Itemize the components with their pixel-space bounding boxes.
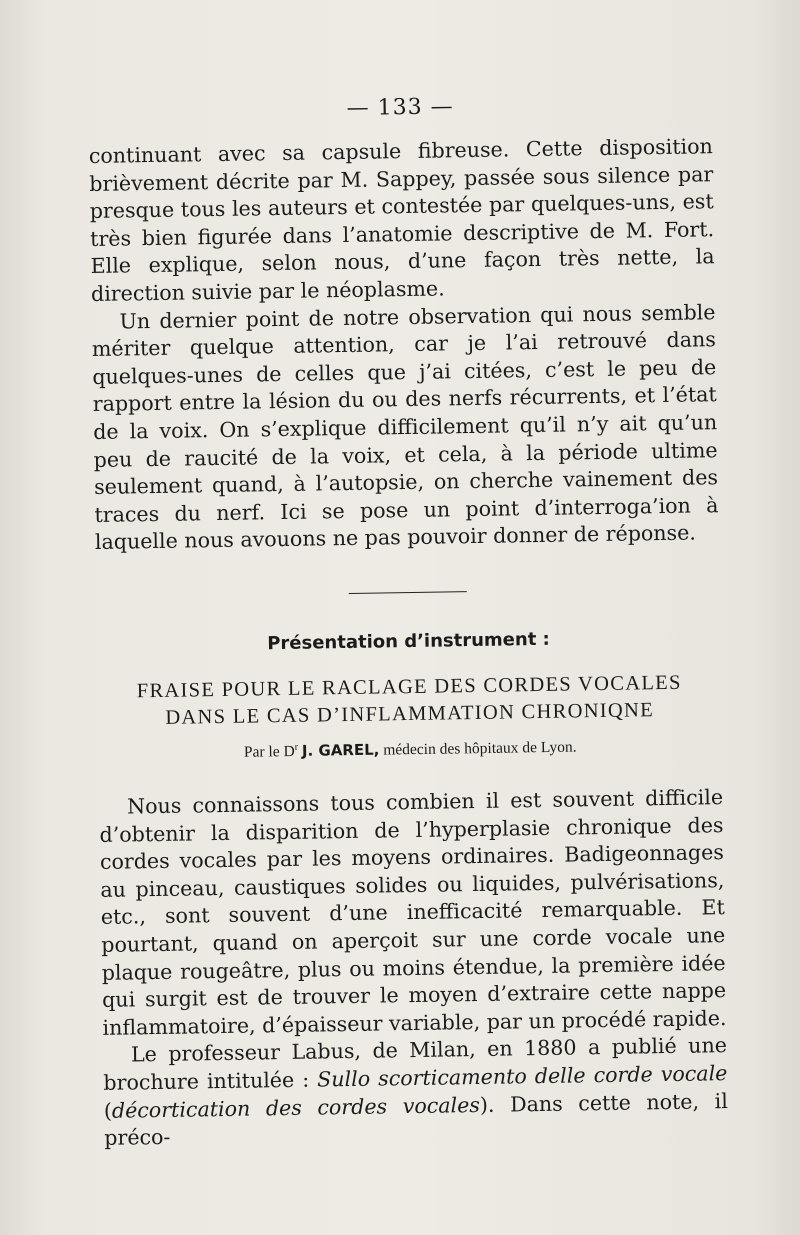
byline-prefix: Par le D: [243, 742, 295, 761]
page-content: [88, 90, 728, 1152]
labus-text-before: Le professeur Labus, de Milan, en 1880 a publié une brochure intitulée :: [103, 1033, 728, 1095]
labus-text-after: . Dans cette note, il préco-: [104, 1088, 729, 1151]
page-number: — 133 —: [346, 94, 454, 121]
paragraph-continuation: continuant avec sa capsule fibreuse. Cette disposition brièvement décrite par M. Sappey, passée sous silence par presque tous les auteurs et contestée par quelques-uns, est très bien figurée dans l’anatomie descriptive de M. Fort. Elle explique, selon nous, d’une façon très nette, la direction suivie par le néoplasme.: [88, 134, 715, 306]
paragraph-observation: Un dernier point de notre observation qui nous semble mériter quelque attention, car je l’ai retrouvé dans quelques-unes de celles que j’ai citées, c’est le peu de rapport entre la lésion du ou des nerfs récurrents, et l’état de la voix. On s’explique difficilement qu’il n’y ait qu’un peu de raucité de la voix, et cela, à la période ultime seulement quand, à l’autopsie, on cherche vainement des traces du nerf. Ici se pose un point d’interroga’ion à laquelle nous avouons ne pas pouvoir donner de réponse.: [91, 299, 719, 555]
section-label: Présentation d’instrument :: [267, 628, 550, 655]
byline-sup: r: [294, 741, 299, 753]
article-title-line-2: DANS LE CAS D’INFLAMMATION CHRONIQNE: [165, 699, 655, 729]
article-title-line-1: FRAISE POUR LE RACLAGE DES CORDES VOCALES: [136, 671, 682, 703]
paragraph-intro: Nous connaissons tous combien il est souvent difficile d’obtenir la disparition de l’hyperplasie chronique des cordes vocales par les moyens ordinaires. Badigeonnages au pinceau, caustiques solides ou liquides, pulvérisations, etc., sont souvent d’une inefficacité remarquable. Et pourtant, quand on aperçoit sur une corde vocale une plaque rougeâtre, plus ou moins étendue, la première idée qui surgit est de trouver le moyen d’extraire cette nappe inflammatoire, d’épaisseur variable, par un procédé rapide.: [99, 785, 727, 1040]
paragraph-labus: Le professeur Labus, de Milan, en 1880 a publié une brochure intitulée : Sullo scorticamento delle corde vocale (décortication des cordes vocales). Dans cette note, il préco-: [103, 1033, 729, 1151]
byline-suffix: médecin des hôpitaux de Lyon.: [383, 738, 577, 759]
author-name: J. GAREL,: [301, 740, 380, 760]
labus-italic-title: Sullo scorticamento delle corde vocale: [316, 1061, 728, 1092]
labus-italic-translation: décortication des cordes vocales: [111, 1092, 481, 1123]
section-divider: [349, 591, 467, 594]
byline: [98, 735, 722, 764]
